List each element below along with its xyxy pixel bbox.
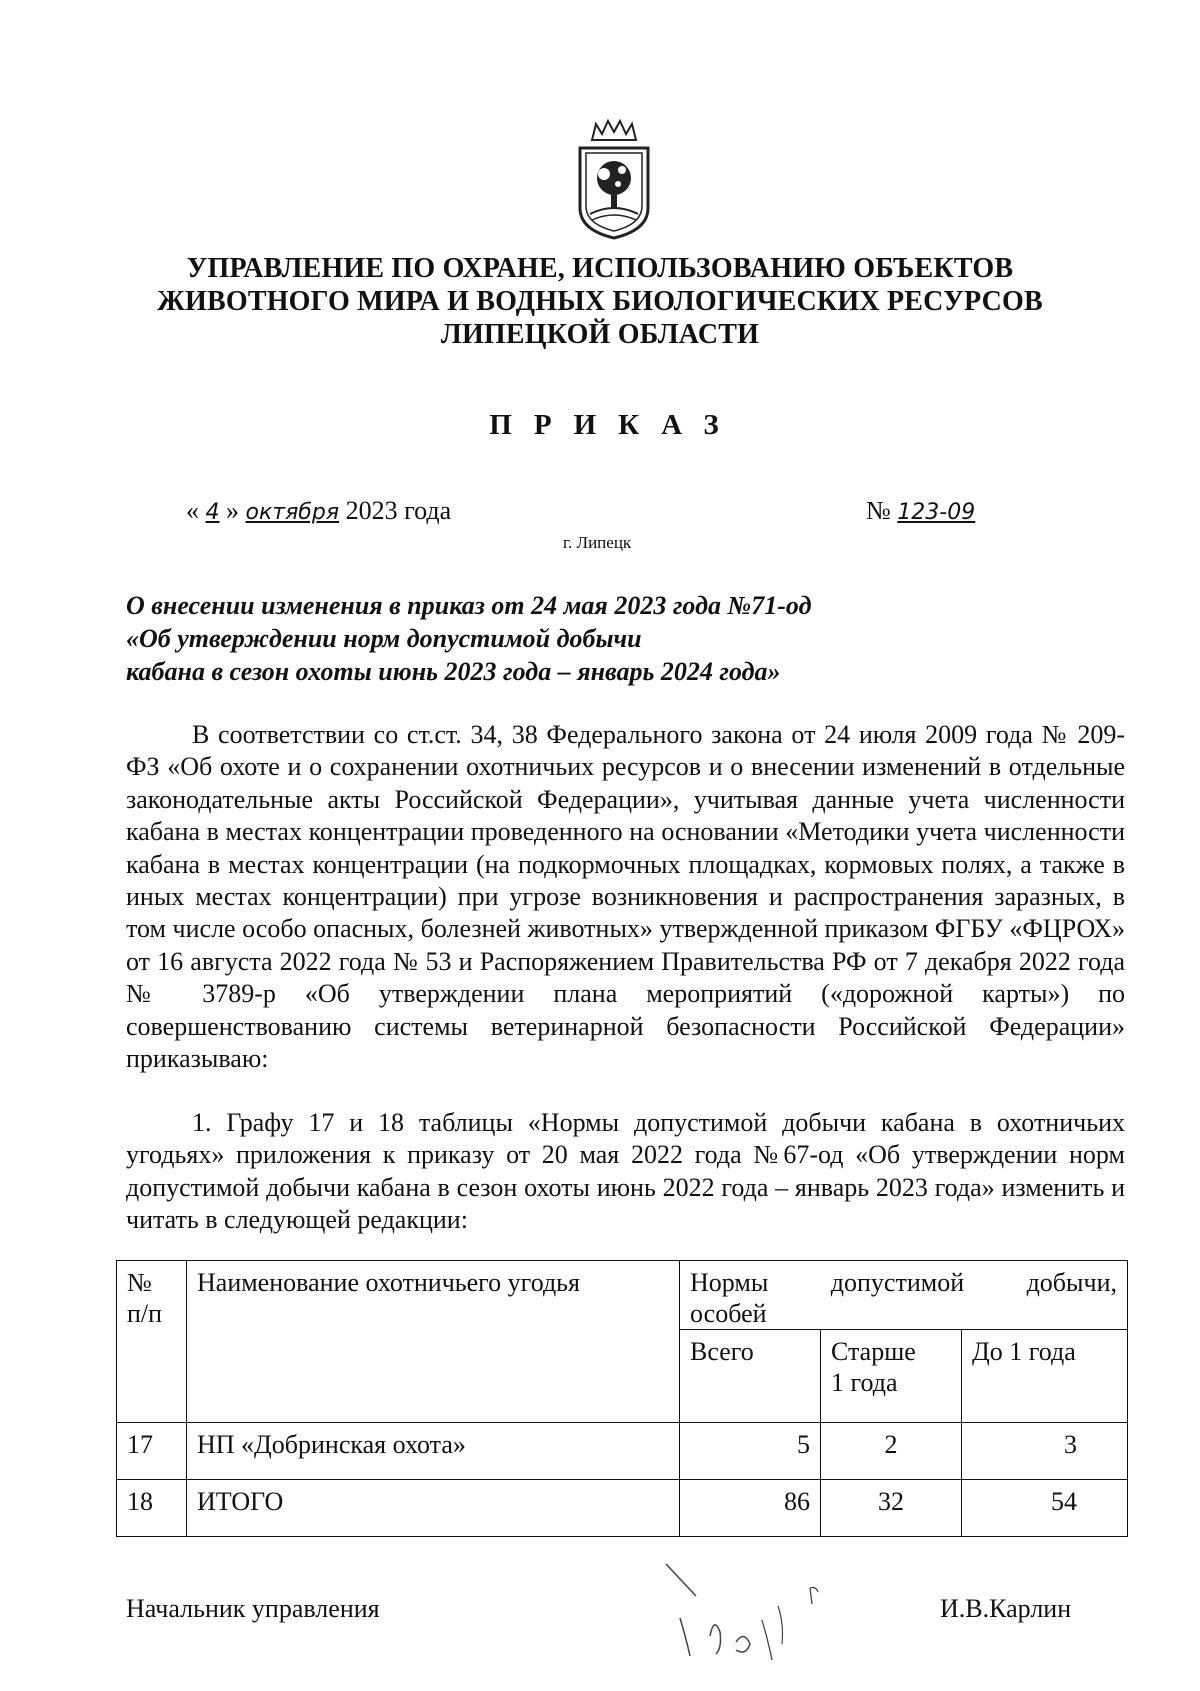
- row-under: 3: [962, 1423, 1128, 1480]
- signatory-name: И.В.Карлин: [940, 1594, 1072, 1623]
- clause-1-paragraph: 1. Графу 17 и 18 таблицы «Нормы допустимой добычи кабана в охотничьих угодьях» приложения к приказу от 20 мая 2022 года №67-од «Об утверждении норм допустимой добычи кабана в сезон охоты июнь 2022 года – январь 2023 года» изменить и читать в следующей редакции:: [126, 1108, 1125, 1235]
- header-number-pp: п/п: [127, 1299, 163, 1328]
- subject-line-1: О внесении изменения в приказ от 24 мая 2023 года №71-од: [126, 591, 812, 620]
- organization-name: [100, 252, 1100, 351]
- row-older: 32: [821, 1480, 962, 1537]
- date-year: 2023 года: [345, 496, 452, 525]
- row-total: 86: [680, 1480, 821, 1537]
- header-cell-under: До 1 года: [962, 1330, 1128, 1423]
- org-line-1: УПРАВЛЕНИЕ ПО ОХРАНЕ, ИСПОЛЬЗОВАНИЮ ОБЪЕКТОВ: [186, 253, 1014, 284]
- subject-line-3: кабана в сезон охоты июнь 2023 года – январь 2024 года»: [126, 657, 781, 686]
- preamble-paragraph: В соответствии со ст.ст. 34, 38 Федерального закона от 24 июля 2009 года № 209-ФЗ «Об охоте и о сохранении охотничьих ресурсов и о внесении изменений в отдельные законодательные акты Российской Федерации», учитывая данные учета численности кабана в местах концентрации проведенного на основании «Методики учета численности кабана в местах концентрации (на подкормочных площадках, кормовых полях, а также в иных местах концентрации) при угрозе возникновения и распространения заразных, в том числе особо опасных, болезней животных» утвержденной приказом ФГБУ «ФЦРОХ» от 16 августа 2022 года № 53 и Распоряжением Правительства РФ от 7 декабря 2022 года № 3789-р «Об утверждении плана мероприятий («дорожной карты») по совершенствованию системы ветеринарной безопасности Российской Федерации» приказываю:: [126, 720, 1125, 1074]
- date-quote-close: »: [226, 496, 239, 525]
- subject-line-2: «Об утверждении норм допустимой добычи: [126, 624, 642, 653]
- row-under: 54: [962, 1480, 1128, 1537]
- row-total: 5: [680, 1423, 821, 1480]
- header-older-line-1: Старше: [831, 1337, 916, 1366]
- coat-of-arms-icon: [574, 118, 654, 240]
- row-older: 2: [821, 1423, 962, 1480]
- header-cell-norms: [680, 1261, 1128, 1330]
- header-cell-name: Наименование охотничьего угодья: [187, 1261, 680, 1423]
- table-header-row-1: [117, 1261, 1128, 1330]
- signatory-title: Начальник управления: [126, 1594, 380, 1623]
- header-older-line-2: 1 года: [831, 1368, 898, 1397]
- hunting-norms-table: [116, 1260, 1128, 1537]
- row-name: НП «Добринская охота»: [187, 1423, 680, 1480]
- handwritten-signature: [660, 1560, 850, 1670]
- header-norms-word-1: Нормы: [690, 1268, 769, 1297]
- order-subject: [126, 589, 1026, 688]
- city-label: г. Липецк: [563, 533, 632, 552]
- row-number: 17: [117, 1423, 187, 1480]
- header-norms-line-1: [690, 1267, 1117, 1298]
- header-cell-older: [821, 1330, 962, 1423]
- table-row: [117, 1423, 1128, 1480]
- header-norms-word-3: добычи,: [1026, 1268, 1117, 1297]
- header-norms-line-2: особей: [690, 1299, 767, 1328]
- table-row: [117, 1480, 1128, 1537]
- number-sign: №: [866, 496, 891, 525]
- document-type-title: ПРИКАЗ: [489, 409, 741, 441]
- header-norms-word-2: допустимой: [830, 1268, 965, 1297]
- org-line-2: ЖИВОТНОГО МИРА И ВОДНЫХ БИОЛОГИЧЕСКИХ РЕСУРСОВ: [157, 286, 1043, 317]
- number-value-handwritten: 123-09: [897, 500, 976, 525]
- date-month-handwritten: октября: [245, 500, 340, 525]
- order-number: [866, 496, 975, 526]
- order-date: [186, 496, 451, 526]
- row-number: 18: [117, 1480, 187, 1537]
- org-line-3: ЛИПЕЦКОЙ ОБЛАСТИ: [440, 319, 760, 350]
- row-name: ИТОГО: [187, 1480, 680, 1537]
- header-cell-total: Всего: [680, 1330, 821, 1423]
- header-number-sign: №: [127, 1268, 152, 1297]
- header-cell-number: [117, 1261, 187, 1423]
- date-day-handwritten: 4: [205, 500, 220, 525]
- date-quote-open: «: [186, 496, 199, 525]
